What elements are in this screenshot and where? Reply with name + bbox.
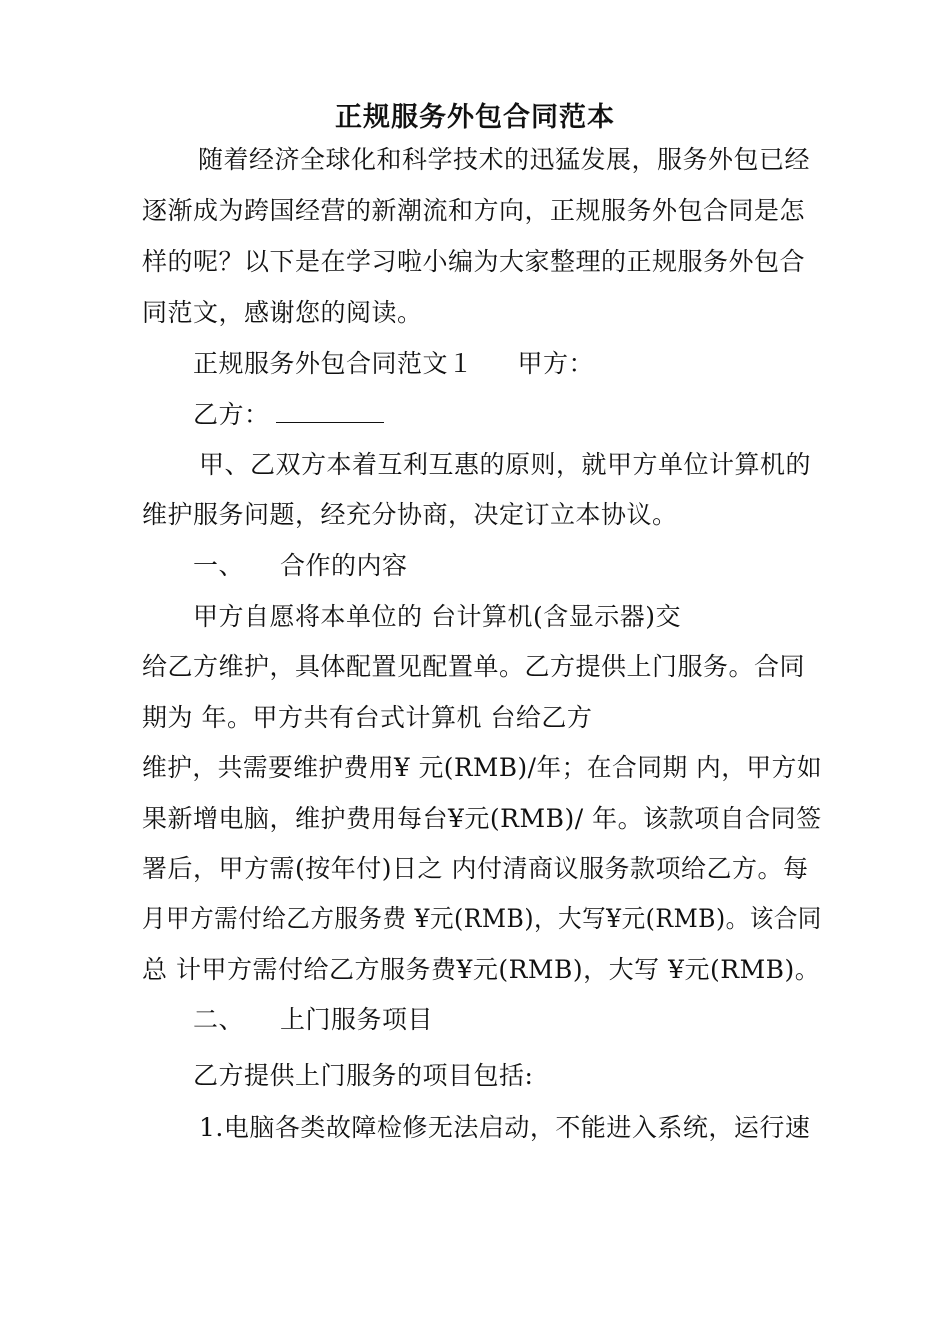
section2-item-1: 1.电脑各类故障检修无法启动，不能进入系统，运行速 [199, 1113, 811, 1142]
intro-line-4: 同范文，感谢您的阅读。 [142, 298, 423, 327]
section1-body-line-8: 总 计甲方需付给乙方服务费¥元(RMB)，大写 ¥元(RMB)。 [142, 955, 821, 984]
section1-body-line-6: 署后，甲方需(按年付)日之 内付清商议服务款项给乙方。每 [142, 854, 809, 883]
section2-title: 上门服务项目 [280, 1005, 434, 1034]
section1-title: 合作的内容 [280, 551, 408, 580]
document-title: 正规服务外包合同范本 [335, 102, 615, 133]
section1-body-line-2: 给乙方维护，具体配置见配置单。乙方提供上门服务。合同 [142, 652, 806, 681]
intro-line-2: 逐渐成为跨国经营的新潮流和方向，正规服务外包合同是怎 [142, 196, 806, 225]
section1-body-line-3: 期为 年。甲方共有台式计算机 台给乙方 [142, 703, 593, 732]
section1-number: 一、 [193, 551, 245, 580]
party-b-line [193, 396, 384, 433]
section1-body-line-7: 月甲方需付给乙方服务费 ¥元(RMB)，大写¥元(RMB)。该合同 [142, 904, 822, 933]
section2-heading [193, 1002, 433, 1038]
party-a-label: 甲方： [517, 349, 595, 378]
section2-number: 二、 [193, 1005, 245, 1034]
intro-line-1: 随着经济全球化和科学技术的迅猛发展，服务外包已经 [198, 145, 811, 174]
section2-intro: 乙方提供上门服务的项目包括: [193, 1061, 534, 1090]
section1-body-line-1: 甲方自愿将本单位的 台计算机(含显示器)交 [193, 602, 681, 631]
section1-body-line-4: 维护，共需要维护费用¥ 元(RMB)/年；在合同期 内，甲方如 [142, 753, 823, 782]
party-b-label: 乙方： [193, 400, 270, 429]
agreement-line-1: 甲、乙双方本着互利互惠的原则，就甲方单位计算机的 [199, 450, 812, 479]
party-b-blank [276, 396, 384, 423]
section1-heading [193, 548, 408, 584]
agreement-line-2: 维护服务问题，经充分协商，决定订立本协议。 [142, 500, 678, 529]
section1-body-line-5: 果新增电脑，维护费用每台¥元(RMB)/ 年。该款项自合同签 [142, 804, 822, 833]
intro-line-3: 样的呢？以下是在学习啦小编为大家整理的正规服务外包合 [142, 247, 806, 276]
sample-heading: 正规服务外包合同范文１ [193, 349, 474, 378]
sample-heading-line [193, 346, 594, 382]
